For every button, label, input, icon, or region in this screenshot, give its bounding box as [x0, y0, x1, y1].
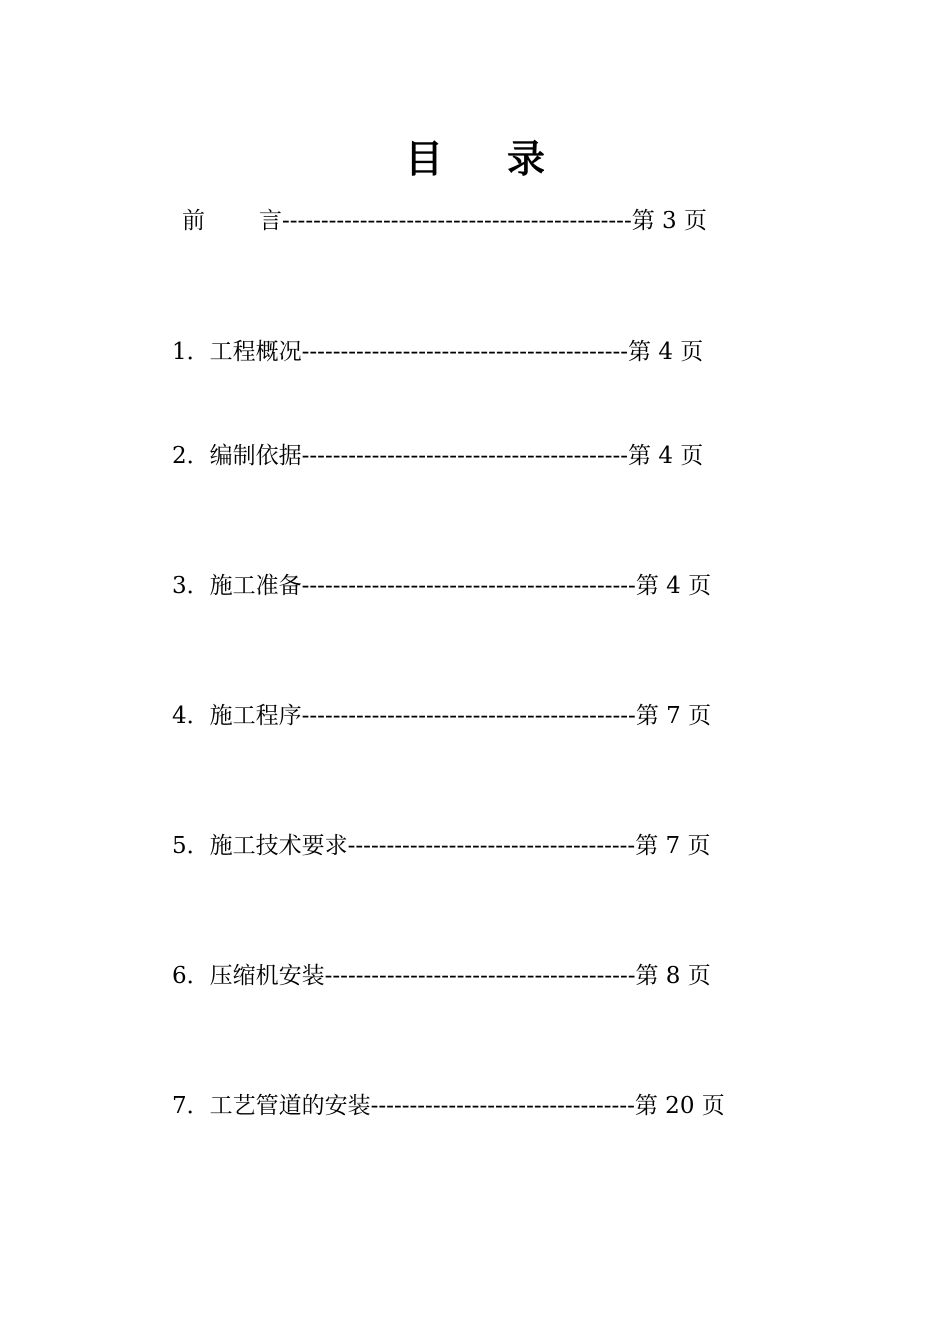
toc-label: 施工技术要求 — [209, 833, 348, 859]
toc-entry-4 — [172, 702, 711, 730]
title-char-2: 录 — [507, 136, 546, 181]
toc-page-number: 第 3 页 — [631, 208, 707, 234]
toc-number: 6． — [172, 963, 210, 989]
toc-number: 2． — [172, 443, 210, 469]
toc-entry-1 — [172, 338, 703, 366]
toc-leader: ------------------------------------------- — [301, 703, 636, 729]
toc-number: 4． — [172, 703, 210, 729]
toc-leader: ---------------------------------- — [370, 1093, 635, 1119]
toc-label: 压缩机安装 — [209, 963, 325, 989]
toc-number: 3． — [172, 573, 210, 599]
toc-page-number: 第 7 页 — [635, 833, 711, 859]
toc-page-number: 第 20 页 — [634, 1093, 725, 1119]
toc-entry-6 — [172, 962, 711, 990]
toc-page-number: 第 4 页 — [635, 573, 712, 599]
preface-char-2: 言 — [259, 208, 282, 234]
toc-entry-5 — [172, 832, 710, 860]
toc-number: 7． — [172, 1093, 210, 1119]
toc-label: 工艺管道的安装 — [209, 1093, 371, 1119]
toc-number: 5． — [172, 833, 210, 859]
toc-page-number: 第 4 页 — [628, 339, 704, 365]
toc-page-number: 第 7 页 — [635, 703, 712, 729]
toc-label: 施工程序 — [209, 703, 302, 729]
toc-entry-7 — [172, 1092, 725, 1120]
toc-label: 施工准备 — [209, 573, 302, 599]
toc-leader: ------------------------------------------ — [301, 339, 629, 365]
toc-leader: ------------------------------------- — [347, 833, 636, 859]
toc-entry-3 — [172, 572, 711, 600]
toc-leader: ------------------------------------------- — [301, 573, 636, 599]
toc-label: 工程概况 — [209, 339, 302, 365]
page-title — [0, 128, 950, 183]
title-char-1: 目 — [404, 136, 443, 181]
toc-page-number: 第 8 页 — [635, 963, 711, 989]
toc-leader: ------------------------------------------ — [301, 443, 629, 469]
preface-char-1: 前 — [182, 208, 205, 234]
toc-number: 1． — [172, 339, 210, 365]
toc-leader: --------------------------------------------- — [282, 208, 632, 234]
toc-entry-2 — [172, 442, 703, 470]
toc-leader: ---------------------------------------- — [324, 963, 636, 989]
toc-entry-preface — [182, 207, 707, 235]
toc-page-number: 第 4 页 — [628, 443, 704, 469]
toc-label: 编制依据 — [209, 443, 302, 469]
